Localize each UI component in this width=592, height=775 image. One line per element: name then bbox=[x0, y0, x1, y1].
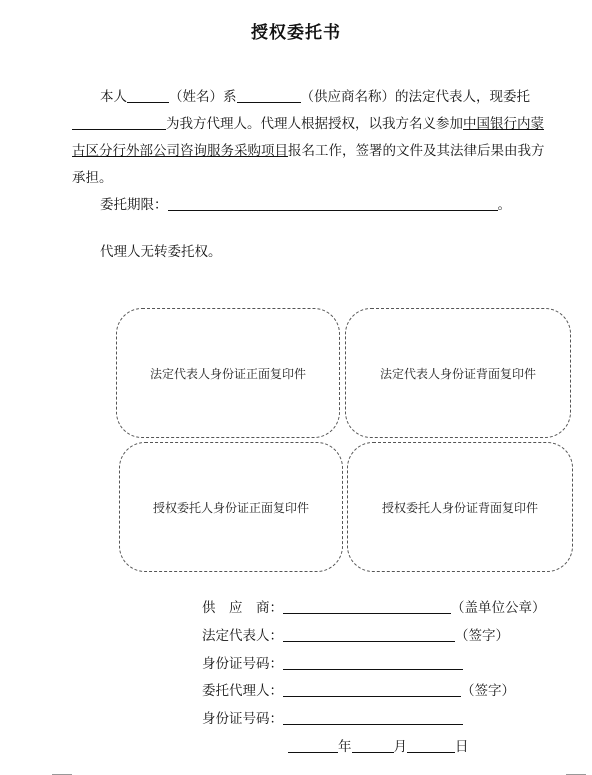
agent-blank bbox=[283, 682, 461, 697]
supplier-name-blank bbox=[237, 88, 301, 103]
agent-line bbox=[202, 682, 515, 700]
agent-id-front-box bbox=[119, 442, 343, 572]
legal-rep-label: 法定代表人： bbox=[202, 628, 283, 644]
id-number-line-1 bbox=[202, 655, 463, 673]
id-number-label: 身份证号码： bbox=[202, 656, 283, 672]
document-title: 授权委托书 bbox=[251, 23, 341, 43]
month-blank bbox=[352, 738, 394, 753]
name-blank bbox=[127, 88, 169, 103]
project-name-part-1: 中国银行内蒙 bbox=[463, 116, 544, 132]
box-label: 法定代表人身份证正面复印件 bbox=[149, 366, 306, 381]
legal-rep-note: （签字） bbox=[455, 628, 509, 644]
project-name-part-2: 古区分行外部公司咨询服务采购项目 bbox=[72, 143, 288, 159]
box-label: 授权委托人身份证背面复印件 bbox=[381, 500, 538, 515]
term-line bbox=[100, 196, 511, 214]
paragraph-line-3 bbox=[72, 142, 545, 160]
agent-name-blank bbox=[72, 115, 166, 130]
legal-rep-id-back-box bbox=[345, 308, 571, 438]
text-segment: （供应商名称）的法定代表人，现委托 bbox=[300, 89, 530, 105]
paragraph-line-1 bbox=[100, 88, 530, 106]
box-label: 法定代表人身份证背面复印件 bbox=[379, 366, 536, 381]
term-blank bbox=[168, 196, 498, 211]
legal-rep-line bbox=[202, 627, 509, 645]
text-segment: 承担。 bbox=[72, 170, 113, 186]
text-segment: 为我方代理人。代理人根据授权，以我方名义参加 bbox=[166, 116, 463, 132]
supplier-note: （盖单位公章） bbox=[451, 600, 546, 616]
id-number-blank bbox=[283, 655, 463, 670]
day-label: 日 bbox=[455, 739, 469, 755]
month-label: 月 bbox=[393, 739, 407, 755]
paragraph-line-2 bbox=[72, 115, 544, 133]
supplier-blank bbox=[283, 599, 451, 614]
id-number-label: 身份证号码： bbox=[202, 711, 283, 727]
agent-label: 委托代理人： bbox=[202, 683, 283, 699]
paragraph-line-4 bbox=[72, 169, 113, 187]
term-end: 。 bbox=[497, 197, 511, 213]
legal-rep-blank bbox=[283, 627, 455, 642]
term-label: 委托期限： bbox=[100, 197, 168, 213]
no-transfer-statement: 代理人无转委托权。 bbox=[100, 244, 222, 260]
text-segment: 报名工作，签署的文件及其法律后果由我方 bbox=[288, 143, 545, 159]
year-label: 年 bbox=[338, 739, 352, 755]
id-number-blank bbox=[283, 710, 463, 725]
text-segment: 本人 bbox=[100, 89, 127, 105]
text-segment: （姓名）系 bbox=[169, 89, 237, 105]
date-line bbox=[288, 738, 469, 756]
agent-note: （签字） bbox=[461, 683, 515, 699]
supplier-label: 供 应 商： bbox=[202, 600, 283, 616]
box-label: 授权委托人身份证正面复印件 bbox=[152, 500, 309, 515]
supplier-line bbox=[202, 599, 546, 617]
id-number-line-2 bbox=[202, 710, 463, 728]
legal-rep-id-front-box bbox=[116, 308, 340, 438]
day-blank bbox=[407, 738, 455, 753]
agent-id-back-box bbox=[347, 442, 573, 572]
year-blank bbox=[288, 738, 338, 753]
